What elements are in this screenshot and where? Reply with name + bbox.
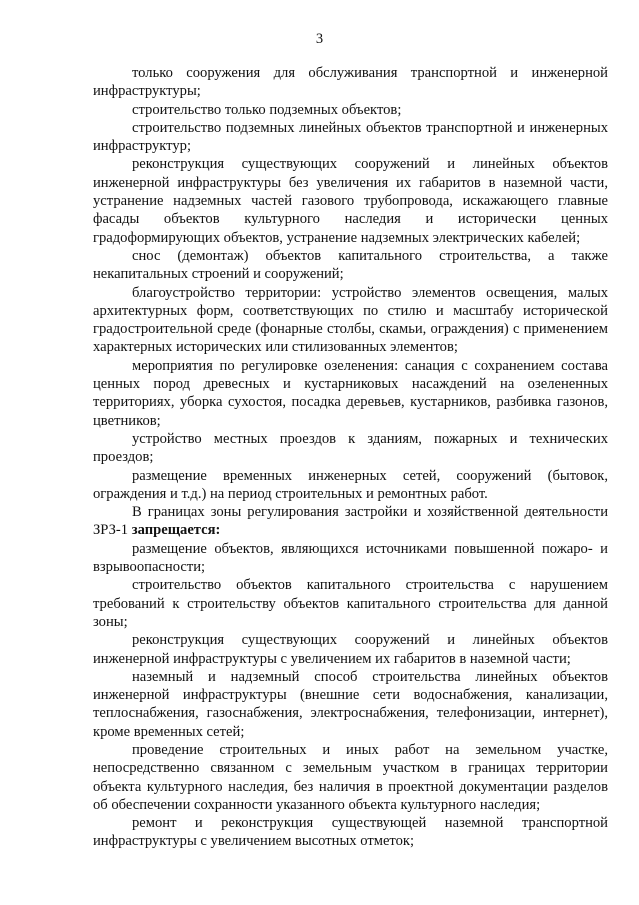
paragraph-prohibited-1: размещение объектов, являющихся источниками повышенной пожаро- и взрывоопасности; bbox=[93, 540, 608, 576]
paragraph-allowed-6: благоустройство территории: устройство элементов освещения, малых архитектурных форм, соответствующих по стилю и масштабу исторической градостроительной среде (фонарные столбы, скамьи, ограждения) с применением характерных исторических или стилизованных элементов; bbox=[93, 284, 608, 356]
document-body bbox=[93, 64, 608, 851]
paragraph-allowed-3: строительство подземных линейных объектов транспортной и инженерных инфраструктур; bbox=[93, 119, 608, 155]
paragraph-allowed-7: мероприятия по регулировке озеленения: санация с сохранением состава ценных пород древесных и кустарниковых насаждений на озелененных территориях, уборка сухостоя, посадка деревьев, кустарников, разбивка газонов, цветников; bbox=[93, 357, 608, 429]
paragraph-allowed-9: размещение временных инженерных сетей, сооружений (бытовок, ограждения и т.д.) на период строительных и ремонтных работ. bbox=[93, 467, 608, 502]
paragraph-allowed-5: снос (демонтаж) объектов капитального строительства, а также некапитальных строений и сооружений; bbox=[93, 247, 608, 283]
zone-intro-suffix: : bbox=[215, 522, 221, 539]
paragraph-allowed-2: строительство только подземных объектов; bbox=[132, 101, 402, 118]
paragraph-allowed-4: реконструкция существующих сооружений и линейных объектов инженерной инфраструктуры без увеличения их габаритов в наземной части, устранение надземных частей газового трубопровода, искажающего главные фасады объектов культурного наследия и исторически ценных градоформирующих объектов, устранение надземных электрических кабелей; bbox=[93, 156, 608, 246]
zone-intro-text: В границах зоны регулирования застройки и хозяйственной деятельности ЗРЗ-1 bbox=[93, 504, 608, 539]
paragraph-prohibited-4: наземный и надземный способ строительства линейных объектов инженерной инфраструктуры (внешние сети водоснабжения, канализации, теплоснабжения, газоснабжения, электроснабжения, телефонизации, интернет), кроме временных сетей; bbox=[93, 668, 608, 740]
paragraph-prohibited-6: ремонт и реконструкция существующей наземной транспортной инфраструктуры с увеличением высотных отметок; bbox=[93, 815, 608, 850]
paragraph-allowed-1: только сооружения для обслуживания транспортной и инженерной инфраструктуры; bbox=[93, 65, 608, 100]
page-number: 3 bbox=[315, 31, 324, 47]
zone-intro-emphasis: запрещается bbox=[131, 522, 216, 539]
paragraph-prohibited-5: проведение строительных и иных работ на земельном участке, непосредственно связанном с земельным участком в границах территории объекта культурного наследия, без наличия в проектной документации разделов об обеспечении сохранности указанного объекта культурного наследия; bbox=[93, 741, 608, 813]
paragraph-prohibited-2: строительство объектов капитального строительства с нарушением требований к строительству объектов капитального строительства для данной зоны; bbox=[93, 577, 608, 630]
zone-intro-paragraph bbox=[93, 503, 608, 540]
paragraph-prohibited-3: реконструкция существующих сооружений и линейных объектов инженерной инфраструктуры с увеличением их габаритов в наземной части; bbox=[93, 632, 608, 667]
paragraph-allowed-8: устройство местных проездов к зданиям, пожарных и технических проездов; bbox=[93, 430, 608, 466]
